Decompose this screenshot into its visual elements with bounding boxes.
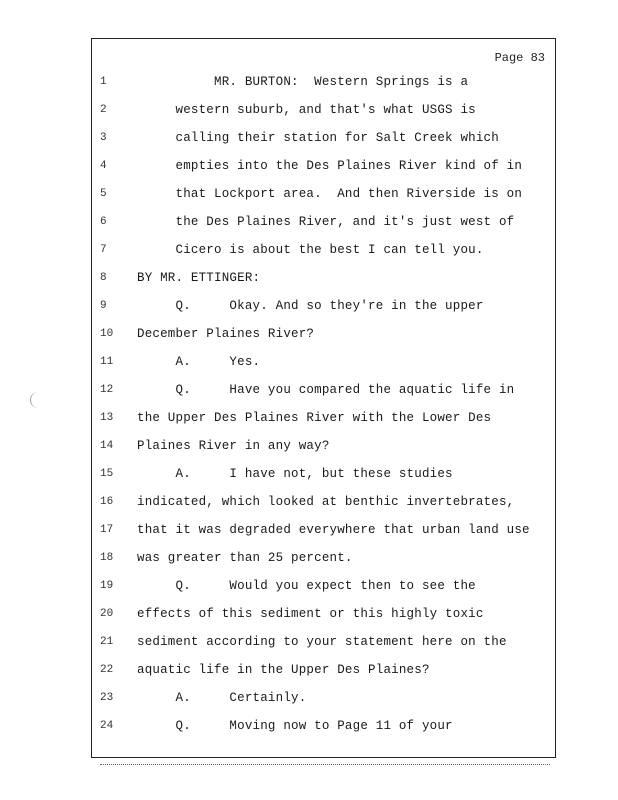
transcript-line: A. Certainly.	[137, 691, 307, 705]
line-number: 9	[100, 300, 107, 312]
transcript-page	[91, 38, 556, 758]
line-number: 16	[100, 496, 114, 508]
line-number: 6	[100, 216, 107, 228]
line-number: 8	[100, 272, 107, 284]
footer-rule	[100, 764, 550, 769]
line-number: 3	[100, 132, 107, 144]
transcript-line: empties into the Des Plaines River kind of in	[137, 159, 523, 173]
transcript-line: western suburb, and that's what USGS is	[137, 103, 476, 117]
transcript-line: A. I have not, but these studies	[137, 467, 453, 481]
line-number: 18	[100, 552, 114, 564]
line-number: 5	[100, 188, 107, 200]
transcript-line: the Upper Des Plaines River with the Lower Des	[137, 411, 492, 425]
line-number: 11	[100, 356, 114, 368]
transcript-line: MR. BURTON: Western Springs is a	[137, 75, 469, 89]
transcript-line: Q. Moving now to Page 11 of your	[137, 719, 453, 733]
transcript-line: indicated, which looked at benthic invertebrates,	[137, 495, 515, 509]
line-number: 2	[100, 104, 107, 116]
transcript-line: Plaines River in any way?	[137, 439, 330, 453]
binding-hole-mark	[30, 392, 39, 408]
transcript-line: was greater than 25 percent.	[137, 551, 353, 565]
transcript-line: Q. Have you compared the aquatic life in	[137, 383, 515, 397]
transcript-line: Cicero is about the best I can tell you.	[137, 243, 484, 257]
transcript-line: Q. Okay. And so they're in the upper	[137, 299, 484, 313]
transcript-line: calling their station for Salt Creek which	[137, 131, 499, 145]
line-number: 17	[100, 524, 114, 536]
transcript-line: Q. Would you expect then to see the	[137, 579, 476, 593]
line-number: 10	[100, 328, 114, 340]
transcript-line: sediment according to your statement here on the	[137, 635, 507, 649]
line-number: 14	[100, 440, 114, 452]
line-number: 22	[100, 664, 114, 676]
line-number: 1	[100, 76, 107, 88]
line-number: 13	[100, 412, 114, 424]
transcript-line: effects of this sediment or this highly toxic	[137, 607, 484, 621]
line-number: 7	[100, 244, 107, 256]
line-number: 15	[100, 468, 114, 480]
line-number: 24	[100, 720, 114, 732]
line-number: 19	[100, 580, 114, 592]
transcript-line: the Des Plaines River, and it's just west of	[137, 215, 515, 229]
transcript-line: aquatic life in the Upper Des Plaines?	[137, 663, 430, 677]
line-number: 20	[100, 608, 114, 620]
line-number: 21	[100, 636, 114, 648]
page-number: Page 83	[494, 51, 545, 65]
transcript-line: that it was degraded everywhere that urban land use	[137, 523, 530, 537]
transcript-line: A. Yes.	[137, 355, 261, 369]
line-number: 4	[100, 160, 107, 172]
transcript-line: December Plaines River?	[137, 327, 315, 341]
line-number: 23	[100, 692, 114, 704]
transcript-line: BY MR. ETTINGER:	[137, 271, 261, 285]
transcript-line: that Lockport area. And then Riverside is on	[137, 187, 523, 201]
line-number: 12	[100, 384, 114, 396]
